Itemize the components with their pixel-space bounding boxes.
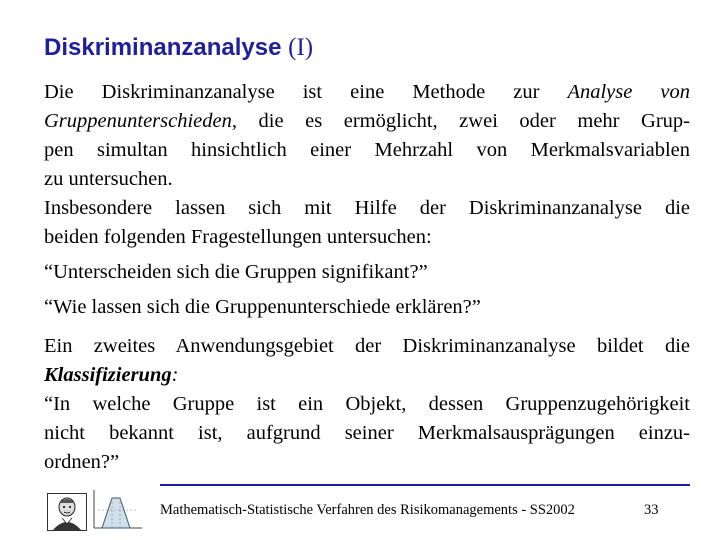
slide-body [44, 78, 690, 477]
text-segment: Die Diskriminanzanalyse ist eine Methode zur [44, 81, 540, 103]
colon: : [171, 364, 179, 386]
footer-text: Mathematisch-Statistische Verfahren des Risikomanagements - SS2002 [160, 502, 575, 518]
normal-distribution-icon [88, 488, 144, 534]
text-line [44, 361, 690, 390]
page-title [44, 34, 313, 62]
emphasis-text: Gruppenunterschieden, [44, 110, 237, 132]
text-line: beiden folgenden Fragestellungen untersuchen: [44, 226, 432, 248]
text-line: ordnen?” [44, 451, 120, 473]
footer-rule [160, 484, 690, 486]
text-line [44, 78, 690, 107]
text-line: nicht bekannt ist, aufgrund seiner Merkmalsausprägungen einzu- [44, 422, 690, 444]
text-line [44, 107, 690, 136]
gauss-portrait-icon [47, 493, 87, 531]
emphasis-text: Analyse von [567, 81, 691, 103]
text-line: zu untersuchen. [44, 168, 173, 190]
classification-term: Klassifizierung [44, 364, 172, 386]
title-main: Diskriminanzanalyse [44, 34, 282, 61]
title-suffix: (I) [288, 34, 314, 61]
text-segment: die es ermöglicht, zwei oder mehr Grup- [237, 110, 690, 132]
question-2: “Wie lassen sich die Gruppenunterschiede erklären?” [44, 296, 481, 318]
text-line: Insbesondere lassen sich mit Hilfe der Diskriminanzanalyse die [44, 197, 690, 219]
page-number: 33 [644, 502, 659, 518]
text-line: Ein zweites Anwendungsgebiet der Diskriminanzanalyse bildet die [44, 335, 690, 357]
question-1: “Unterscheiden sich die Gruppen signifikant?” [44, 261, 428, 283]
text-line: pen simultan hinsichtlich einer Mehrzahl von Merkmalsvariablen [44, 139, 690, 161]
text-line: “In welche Gruppe ist ein Objekt, dessen Gruppenzugehörigkeit [44, 393, 690, 415]
